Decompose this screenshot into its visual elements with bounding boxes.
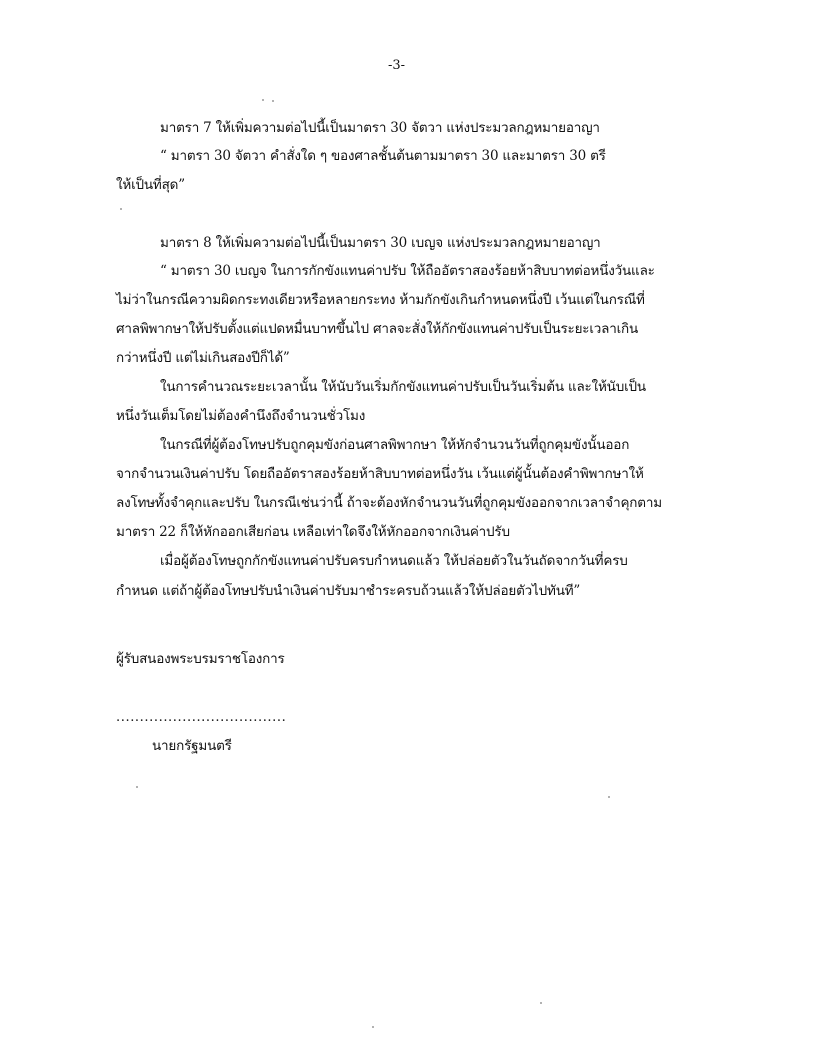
section-8-para-2-line: ในการคำนวณระยะเวลานั้น ให้นับวันเริ่มกักขังแทนค่าปรับเป็นวันเริ่มต้น และให้นับเป็น <box>160 379 646 395</box>
section-8-intro: มาตรา 8 ให้เพิ่มความต่อไปนี้เป็นมาตรา 30 เบญจ แห่งประมวลกฎหมายอาญา <box>160 235 601 251</box>
section-8-para-3-line: ลงโทษทั้งจำคุกและปรับ ในกรณีเช่นว่านี้ ถ้าจะต้องหักจำนวนวันที่ถูกคุมขังออกจากเวลาจำคุกตาม <box>116 495 662 511</box>
section-8-para-1-line: “ มาตรา 30 เบญจ ในการกักขังแทนค่าปรับ ให้ถืออัตราสองร้อยห้าสิบบาทต่อหนึ่งวันและ <box>160 263 655 279</box>
scan-speck <box>608 796 610 798</box>
section-8-para-1-line: ศาลพิพากษาให้ปรับตั้งแต่แปดหมื่นบาทขึ้นไป ศาลจะสั่งให้กักขังแทนค่าปรับเป็นระยะเวลาเกิน <box>116 321 639 337</box>
signatory-title: นายกรัฐมนตรี <box>152 738 232 754</box>
section-8-para-1-line: กว่าหนึ่งปี แต่ไม่เกินสองปีก็ได้” <box>116 350 290 366</box>
scan-speck <box>372 1026 374 1028</box>
section-8-para-3-line: ในกรณีที่ผู้ต้องโทษปรับถูกคุมขังก่อนศาลพิพากษา ให้หักจำนวนวันที่ถูกคุมขังนั้นออก <box>160 437 630 453</box>
scan-speck <box>540 1002 542 1004</box>
scan-speck <box>120 208 122 210</box>
section-8-para-4-line: กำหนด แต่ถ้าผู้ต้องโทษปรับนำเงินค่าปรับมาชำระครบถ้วนแล้วให้ปล่อยตัวไปทันที” <box>116 583 581 599</box>
page-number: -3- <box>388 58 406 73</box>
section-7-intro: มาตรา 7 ให้เพิ่มความต่อไปนี้เป็นมาตรา 30 จัตวา แห่งประมวลกฎหมายอาญา <box>160 120 600 136</box>
signature-dotted-line: .................................... <box>116 710 287 725</box>
section-7-text-line-2: ให้เป็นที่สุด” <box>116 177 185 193</box>
countersign-line: ผู้รับสนองพระบรมราชโองการ <box>116 651 285 667</box>
section-8-para-1-line: ไม่ว่าในกรณีความผิดกระทงเดียวหรือหลายกระทง ห้ามกักขังเกินกำหนดหนึ่งปี เว้นแต่ในกรณีที่ <box>116 292 645 308</box>
scan-speck <box>136 786 138 788</box>
scan-speck <box>262 99 264 101</box>
scan-speck <box>272 100 274 102</box>
section-8-para-3-line: จากจำนวนเงินค่าปรับ โดยถืออัตราสองร้อยห้าสิบบาทต่อหนึ่งวัน เว้นแต่ผู้นั้นต้องคำพิพากษาให้ <box>116 466 644 482</box>
section-8-para-3-line: มาตรา 22 ก็ให้หักออกเสียก่อน เหลือเท่าใดจึงให้หักออกจากเงินค่าปรับ <box>116 524 510 540</box>
section-7-text-line-1: “ มาตรา 30 จัตวา คำสั่งใด ๆ ของศาลชั้นต้นตามมาตรา 30 และมาตรา 30 ตรี <box>160 148 606 164</box>
section-8-para-4-line: เมื่อผู้ต้องโทษถูกกักขังแทนค่าปรับครบกำหนดแล้ว ให้ปล่อยตัวในวันถัดจากวันที่ครบ <box>160 553 628 569</box>
section-8-para-2-line: หนึ่งวันเต็มโดยไม่ต้องคำนึงถึงจำนวนชั่วโมง <box>116 408 366 424</box>
